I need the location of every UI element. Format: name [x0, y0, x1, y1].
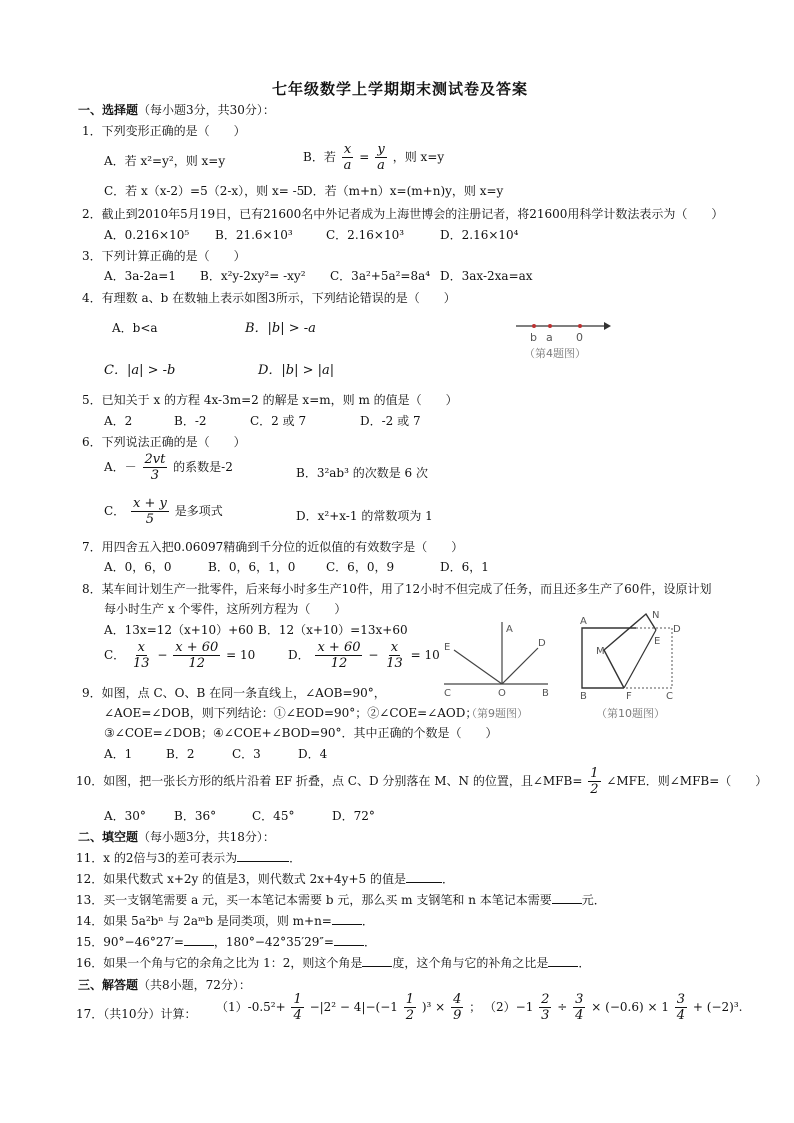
q14-end: ．	[361, 914, 374, 928]
q4-stem: 4．有理数 a、b 在数轴上表示如图3所示，下列结论错误的是（ ）	[82, 291, 456, 305]
frac-den: 4	[293, 1008, 302, 1023]
frac-den: 4	[575, 1008, 584, 1023]
q8-c-prefix: C．	[104, 648, 126, 662]
frac-den: 4	[676, 1008, 686, 1023]
fold-line-ef	[624, 630, 656, 688]
q2-stem: 2．截止到2010年5月19日，已有21600名中外记者成为上海世博会的注册记者，将21600用科学计数法表示为（ ）	[82, 207, 724, 221]
frac-den: 2	[405, 1008, 415, 1023]
q10-figure-caption: （第10题图）	[596, 707, 665, 720]
q1-fraction-y-over-a	[375, 142, 387, 173]
q17-p1-prefix: （1）-0.5²+	[216, 1000, 286, 1014]
q1-option-d: D．若（m+n）x=(m+n)y，则 x=y	[303, 184, 504, 198]
q3-option-b: B．x²y-2xy²= -xy²	[200, 269, 306, 283]
q8-option-b: B．12（x+10）=13x+60	[258, 623, 408, 637]
frac-num: 4	[453, 992, 462, 1007]
q15-text-1: 15．90°−46°27′=	[76, 935, 184, 949]
q8-option-a: A．13x=12（x+10）+60	[104, 623, 254, 637]
q9-figure-caption: （第9题图）	[466, 707, 528, 720]
original-position-outline	[624, 628, 672, 688]
q8-d-fraction-1	[315, 640, 362, 671]
q17-p1-frac-2	[404, 992, 416, 1023]
frac-num: 1	[293, 992, 302, 1007]
label-a: A	[506, 624, 513, 635]
q13-end: 元．	[581, 893, 606, 907]
label-o: O	[498, 688, 506, 698]
q10-stem-suffix: ∠MFE．则∠MFB=（ ）	[606, 774, 768, 788]
q8-c-fraction-2	[173, 640, 220, 671]
q2-option-c: C．2.16×10³	[326, 228, 405, 242]
q8-stem-line2: 每小时生产 x 个零件，这所列方程为（ ）	[104, 602, 347, 616]
q4-option-a: A．b<a	[112, 321, 158, 335]
frac-den: 2	[590, 782, 599, 797]
q11	[76, 849, 301, 866]
label-d: D	[673, 624, 681, 635]
section-solve-title: 三、解答题	[78, 978, 139, 992]
frac-num: 3	[575, 992, 584, 1007]
label-c: C	[666, 691, 673, 700]
q16-answer-blank-1[interactable]	[362, 955, 392, 967]
q8-c-fraction-1	[131, 640, 152, 671]
q6-fraction-2vt-over-3	[143, 452, 168, 483]
q8-d-suffix: = 10	[410, 648, 440, 662]
q6-c-suffix: 是多项式	[174, 504, 223, 518]
q9-line3: ③∠COE=∠DOB；④∠COE+∠BOD=90°．其中正确的个数是（ ）	[104, 726, 498, 740]
q17-p1-middle: −|2² − 4|−(−1	[309, 1000, 398, 1014]
q10-option-b: B．36°	[174, 809, 217, 823]
q6-a-prefix: A．－	[104, 460, 137, 474]
q9-option-b: B．2	[166, 747, 195, 761]
q17-part1	[216, 992, 481, 1023]
q4-option-b: B．|b| > -a	[245, 321, 316, 336]
q16	[76, 954, 590, 971]
q2-option-d: D．2.16×10⁴	[440, 228, 519, 242]
q10-stem	[76, 766, 767, 797]
q5-stem: 5．已知关于 x 的方程 4x-3m=2 的解是 x=m，则 m 的值是（ ）	[82, 393, 458, 407]
q9-option-c: C．3	[232, 747, 261, 761]
frac-num: x + 60	[317, 640, 361, 655]
q17-p2-end: + (−2)³.	[692, 1000, 743, 1014]
q10-stem-prefix: 10．如图，把一张长方形的纸片沿着 EF 折叠，点 C、D 分别落在 M、N 的位置，且∠MFB=	[76, 774, 583, 788]
label-zero: 0	[576, 331, 583, 344]
q15	[76, 933, 376, 950]
q12-text: 12．如果代数式 x+2y 的值是3，则代数式 2x+4y+5 的值是	[76, 872, 406, 886]
frac-num: x + 60	[175, 640, 219, 655]
q15-answer-blank-1[interactable]	[184, 934, 214, 946]
q10-fraction-one-half	[588, 766, 600, 797]
q5-option-d: D．-2 或 7	[360, 414, 421, 428]
q7-option-d: D．6，1	[440, 560, 489, 574]
q6-option-b: B．3²ab³ 的次数是 6 次	[296, 466, 428, 480]
q7-option-c: C．6，0，9	[326, 560, 395, 574]
label-b: B	[542, 688, 549, 698]
section-choice-title: 一、选择题	[78, 103, 139, 117]
q14-answer-blank[interactable]	[332, 913, 362, 925]
q6-c-prefix: C．	[104, 504, 126, 518]
label-a: a	[546, 331, 553, 344]
page-title: 七年级数学上学期期末测试卷及答案	[272, 80, 529, 98]
label-a: A	[580, 616, 587, 627]
q10-option-c: C．45°	[252, 809, 295, 823]
q9-option-d: D．4	[298, 747, 328, 761]
label-c: C	[444, 688, 451, 698]
q15-text-2: ，180°−42°35′29″=	[213, 935, 334, 949]
q16-end: ．	[578, 956, 591, 970]
frac-den: 9	[453, 1008, 462, 1023]
q5-option-c: C．2 或 7	[250, 414, 307, 428]
q1-stem: 1．下列变形正确的是（ ）	[82, 124, 246, 138]
q14	[76, 912, 374, 929]
q1-option-c: C．若 x（x-2）=5（2-x），则 x= -5	[104, 184, 305, 198]
q7-option-b: B．0，6，1，0	[208, 560, 296, 574]
point-a-marker	[548, 324, 552, 328]
q9-line2: ∠AOE=∠DOB，则下列结论：①∠EOD=90°；②∠COE=∠AOD；	[104, 706, 478, 720]
q1-option-b-prefix: B．若	[303, 150, 336, 164]
frac-den: 12	[188, 656, 206, 671]
frac-den: a	[343, 158, 352, 173]
q17-p2-frac-1	[539, 992, 551, 1023]
label-m: M	[596, 646, 605, 657]
q9-angle-figure	[436, 614, 562, 698]
q6-fraction-x-plus-y-over-5	[131, 496, 169, 527]
q16-answer-blank-2[interactable]	[548, 955, 578, 967]
q8-d-minus: −	[368, 648, 379, 662]
q16-text-2: 度，这个角与它的补角之比是	[392, 956, 549, 970]
q1-equals: =	[359, 150, 370, 164]
q15-answer-blank-2[interactable]	[334, 934, 364, 946]
q8-d-fraction-2	[384, 640, 405, 671]
q8-option-c	[104, 640, 255, 671]
frac-num: 2	[541, 992, 550, 1007]
ray-oe	[454, 650, 502, 684]
q5-option-b: B．-2	[174, 414, 207, 428]
q8-option-d	[288, 640, 440, 671]
section-fill-heading	[78, 828, 275, 845]
section-solve-note: （共8小题，72分）：	[138, 978, 251, 992]
ray-od	[502, 648, 538, 684]
q17-part2	[484, 992, 742, 1023]
q6-stem: 6．下列说法正确的是（ ）	[82, 435, 246, 449]
section-choice-note: （每小题3分，共30分）：	[138, 103, 275, 117]
frac-num: y	[377, 142, 385, 157]
q8-c-suffix: = 10	[226, 648, 256, 662]
frac-num: x	[343, 142, 352, 157]
q17-p1-frac-3	[451, 992, 463, 1023]
q6-option-c	[104, 496, 223, 527]
q8-stem-line1: 8．某车间计划生产一批零件，后来每小时多生产10件，用了12小时不但完成了任务，而且还多生产了60件，设原计划	[82, 582, 712, 596]
frac-num: 3	[676, 992, 686, 1007]
label-n: N	[652, 610, 660, 621]
q17-p2-divide: ÷	[557, 1000, 568, 1014]
point-zero-marker	[578, 324, 582, 328]
frac-den: 12	[330, 656, 348, 671]
q5-option-a: A．2	[104, 414, 133, 428]
number-line-arrow-icon	[604, 322, 611, 330]
frac-den: a	[377, 158, 385, 173]
q6-a-suffix: 的系数是-2	[173, 460, 233, 474]
q1-option-a: A．若 x²=y²，则 x=y	[104, 154, 226, 168]
q6-option-a	[104, 452, 233, 483]
q3-stem: 3．下列计算正确的是（ ）	[82, 249, 246, 263]
frac-num: 2vt	[144, 452, 166, 467]
q8-c-minus: −	[157, 648, 168, 662]
q17-p2-frac-2	[573, 992, 585, 1023]
q13-text: 13．买一支钢笔需要 a 元，买一本笔记本需要 b 元，那么买 m 支钢笔和 n 本笔记本需要	[76, 893, 552, 907]
q7-option-a: A．0，6，0	[104, 560, 172, 574]
point-b-marker	[532, 324, 536, 328]
q13	[76, 891, 606, 908]
q17-p1-end: ；	[469, 1000, 482, 1014]
q17-p2-middle: × (−0.6) × 1	[591, 1000, 669, 1014]
q17-p2-frac-3	[675, 992, 687, 1023]
frac-num: x	[137, 640, 145, 655]
section-choice-heading	[78, 101, 275, 118]
frac-num: 1	[590, 766, 599, 781]
q1-fraction-x-over-a	[342, 142, 354, 173]
q10-fold-figure	[574, 608, 686, 700]
q9-option-a: A．1	[104, 747, 133, 761]
q17-p2-prefix: （2）−1	[484, 1000, 534, 1014]
q6-option-d: D．x²+x-1 的常数项为 1	[296, 509, 433, 523]
section-solve-heading	[78, 976, 251, 993]
q13-answer-blank[interactable]	[552, 892, 582, 904]
q3-option-d: D．3ax-2xa=ax	[440, 269, 533, 283]
q11-answer-blank[interactable]	[237, 850, 289, 862]
q17-p1-tail: )³ ×	[421, 1000, 446, 1014]
q12	[76, 870, 454, 887]
q17-lead: 17．（共10分）计算：	[76, 1007, 197, 1021]
label-b: b	[530, 331, 537, 344]
frac-num: 1	[405, 992, 415, 1007]
q17-p1-frac-1	[291, 992, 303, 1023]
label-f: F	[626, 691, 632, 700]
frac-num: x	[390, 640, 399, 655]
q7-stem: 7．用四舍五入把0.06097精确到千分位的近似值的有效数字是（ ）	[82, 540, 464, 554]
q2-option-a: A．0.216×10⁵	[104, 228, 190, 242]
q11-text: 11．x 的2倍与3的差可表示为	[76, 851, 238, 865]
label-e: E	[444, 642, 451, 653]
q1-option-b	[303, 142, 444, 173]
q4-option-c: C．|a| > -b	[104, 363, 176, 378]
frac-den: 3	[150, 468, 160, 483]
label-d: D	[538, 638, 546, 649]
q11-end: ．	[289, 851, 302, 865]
section-fill-title: 二、填空题	[78, 830, 139, 844]
frac-den: 13	[386, 656, 403, 671]
label-b: B	[580, 691, 587, 700]
section-fill-note: （每小题3分，共18分）：	[138, 830, 275, 844]
frac-den: 13	[133, 656, 150, 671]
q15-end: ．	[363, 935, 376, 949]
q3-option-a: A．3a-2a=1	[104, 269, 176, 283]
q14-text: 14．如果 5a²bⁿ 与 2aᵐb 是同类项，则 m+n=	[76, 914, 332, 928]
frac-den: 5	[145, 512, 155, 527]
q3-option-c: C．3a²+5a²=8a⁴	[330, 269, 431, 283]
frac-num: x + y	[133, 496, 167, 511]
q12-answer-blank[interactable]	[406, 871, 442, 883]
q12-end: ．	[441, 872, 454, 886]
q4-option-d: D．|b| > |a|	[258, 363, 335, 378]
q2-option-b: B．21.6×10³	[215, 228, 293, 242]
q10-option-d: D．72°	[332, 809, 375, 823]
q16-text-1: 16．如果一个角与它的余角之比为 1：2，则这个角是	[76, 956, 363, 970]
q8-d-prefix: D．	[288, 648, 310, 662]
q10-option-a: A．30°	[104, 809, 146, 823]
frac-den: 3	[541, 1008, 550, 1023]
q9-stem: 9．如图，点 C、O、B 在同一条直线上，∠AOB=90°，	[82, 686, 386, 700]
label-e: E	[654, 636, 661, 647]
q1-option-b-suffix: ，则 x=y	[392, 150, 445, 164]
q4-figure-caption: （第4题图）	[524, 347, 586, 360]
